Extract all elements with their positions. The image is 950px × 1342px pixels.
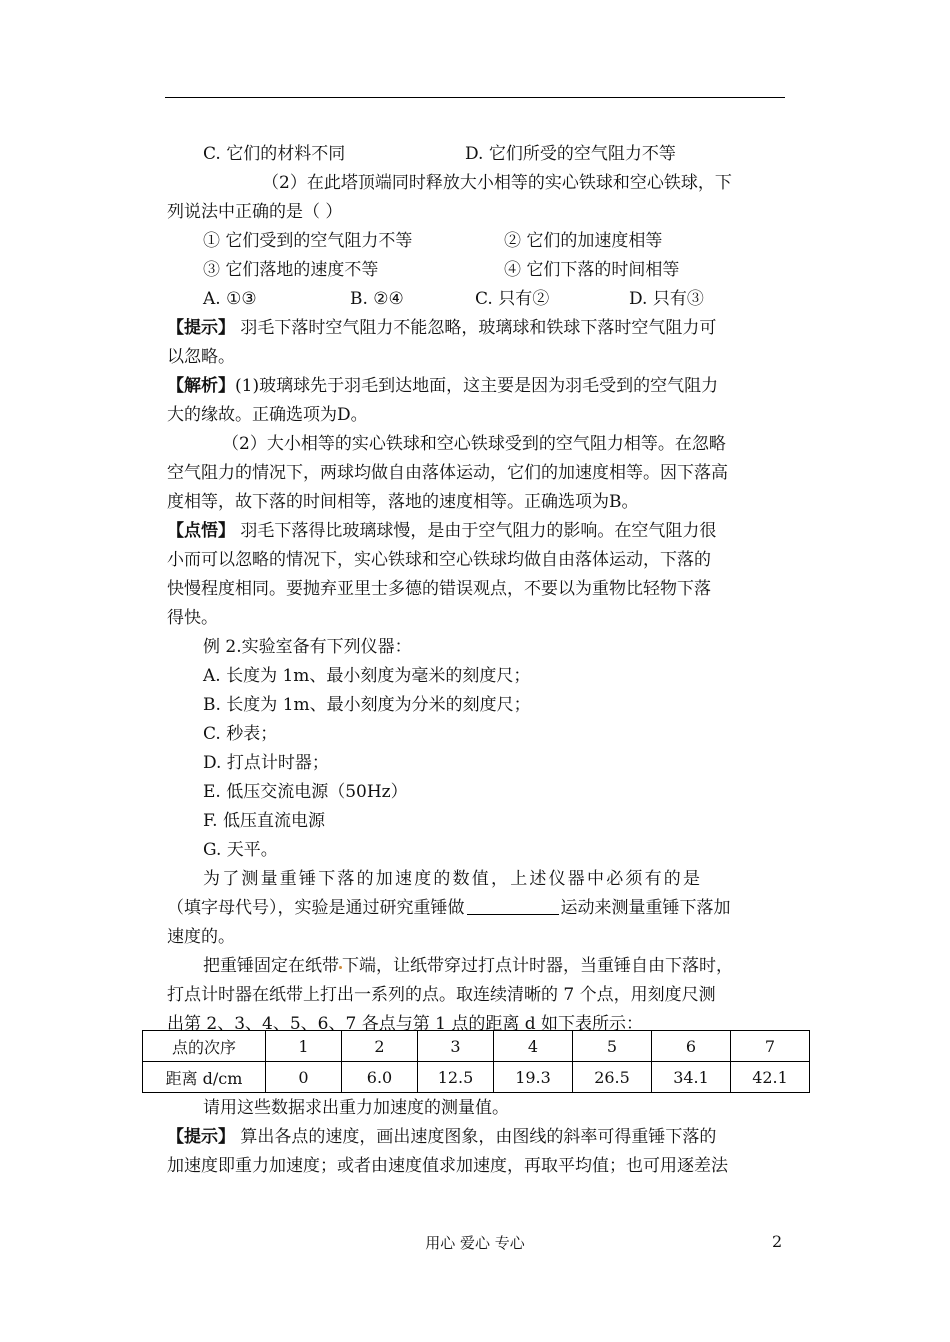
insight-label: 【点悟】 (167, 521, 235, 541)
example2-question-line1: 为了测量重锤下落的加速度的数值，上述仪器中必须有的是 (203, 869, 703, 889)
q2-option-b: B. ②④ (350, 289, 404, 309)
table-cell: 6.0 (342, 1062, 418, 1093)
analysis-text1: (1)玻璃球先于羽毛到达地面，这主要是因为羽毛受到的空气阻力 (235, 376, 719, 396)
q2-option-d: D. 只有③ (629, 289, 704, 309)
q2-statement-3: ③ 它们落地的速度不等 (203, 260, 379, 280)
insight-line4: 得快。 (167, 608, 218, 628)
q1-option-c: C. 它们的材料不同 (203, 144, 346, 164)
table-cell: 34.1 (652, 1062, 731, 1093)
table-cell: 1 (266, 1031, 342, 1062)
table-cell: 5 (573, 1031, 652, 1062)
procedure-text-a: 把重锤固定在纸带 (203, 956, 339, 976)
analysis-line2: 大的缘故。正确选项为D。 (167, 405, 368, 425)
instrument-e: E. 低压交流电源（50Hz） (203, 782, 408, 802)
table-row-label: 点的次序 (143, 1031, 266, 1062)
question-text-a: （填字母代号），实验是通过研究重锤做 (167, 898, 465, 918)
analysis-line5: 度相等，故下落的时间相等，落地的速度相等。正确选项为B。 (167, 492, 639, 512)
insight-line2: 小而可以忽略的情况下，实心铁球和空心铁球均做自由落体运动，下落的 (167, 550, 711, 570)
q2-stem-line2: 列说法中正确的是（ ） (167, 202, 343, 222)
hint1-line2: 以忽略。 (167, 347, 235, 367)
insight-line3: 快慢程度相同。要抛弃亚里士多德的错误观点，不要以为重物比轻物下落 (167, 579, 711, 599)
q2-stem-line1: （2）在此塔顶端同时释放大小相等的实心铁球和空心铁球，下 (262, 173, 732, 193)
procedure-line2: 打点计时器在纸带上打出一系列的点。取连续清晰的 7 个点，用刻度尺测 (167, 985, 716, 1005)
insight-line1 (167, 517, 787, 546)
table-cell: 42.1 (731, 1062, 810, 1093)
q2-statement-2: ② 它们的加速度相等 (504, 231, 663, 251)
table-cell: 2 (342, 1031, 418, 1062)
table-cell: 0 (266, 1062, 342, 1093)
table-row-distance (143, 1062, 810, 1093)
hint1-text1: 羽毛下落时空气阻力不能忽略，玻璃球和铁球下落时空气阻力可 (235, 318, 717, 338)
table-cell: 12.5 (418, 1062, 494, 1093)
example2-question-line2 (167, 894, 787, 923)
example2-ask: 请用这些数据求出重力加速度的测量值。 (203, 1098, 509, 1118)
analysis-line4: 空气阻力的情况下，两球均做自由落体运动，它们的加速度相等。因下落高 (167, 463, 728, 483)
table-cell: 4 (494, 1031, 573, 1062)
table-row-label: 距离 d/cm (143, 1062, 266, 1093)
table-cell: 6 (652, 1031, 731, 1062)
procedure-text-b: 下端，让纸带穿过打点计时器，当重锤自由下落时， (342, 956, 733, 976)
q2-option-c: C. 只有② (475, 289, 550, 309)
instrument-b: B. 长度为 1m、最小刻度为分米的刻度尺； (203, 695, 531, 715)
hint1-line1 (167, 314, 787, 343)
q2-statement-4: ④ 它们下落的时间相等 (504, 260, 680, 280)
instrument-g: G. 天平。 (203, 840, 278, 860)
table-cell: 7 (731, 1031, 810, 1062)
distance-table (142, 1030, 810, 1093)
hint2-label: 【提示】 (167, 1127, 235, 1147)
hint2-line2: 加速度即重力加速度；或者由速度值求加速度，再取平均值；也可用逐差法 (167, 1156, 728, 1176)
instrument-c: C. 秒表； (203, 724, 278, 744)
instrument-f: F. 低压直流电源 (203, 811, 325, 831)
header-rule (165, 97, 785, 98)
analysis-line1 (167, 372, 787, 401)
footer-motto: 用心 爱心 专心 (425, 1234, 525, 1252)
table-cell: 3 (418, 1031, 494, 1062)
procedure-line3: 出第 2、3、4、5、6、7 各点与第 1 点的距离 d 如下表所示： (167, 1014, 644, 1034)
q2-option-a: A. ①③ (203, 289, 257, 309)
page-number: 2 (772, 1232, 783, 1251)
table-cell: 26.5 (573, 1062, 652, 1093)
example2-intro: 例 2.实验室备有下列仪器： (203, 637, 412, 657)
hint1-label: 【提示】 (167, 318, 235, 338)
insight-text1: 羽毛下落得比玻璃球慢，是由于空气阻力的影响。在空气阻力很 (235, 521, 717, 541)
hint2-text1: 算出各点的速度，画出速度图象，由图线的斜率可得重锤下落的 (235, 1127, 717, 1147)
answer-blank[interactable] (467, 897, 559, 915)
hint2-line1 (167, 1123, 787, 1152)
table-row-order (143, 1031, 810, 1062)
q1-option-d: D. 它们所受的空气阻力不等 (465, 144, 676, 164)
question-text-b: 运动来测量重锤下落加 (560, 898, 731, 918)
analysis-label: 【解析】 (167, 376, 235, 396)
table-cell: 19.3 (494, 1062, 573, 1093)
q2-statement-1: ① 它们受到的空气阻力不等 (203, 231, 413, 251)
procedure-line1 (203, 952, 823, 981)
instrument-a: A. 长度为 1m、最小刻度为毫米的刻度尺； (203, 666, 531, 686)
example2-question-line3: 速度的。 (167, 927, 235, 947)
instrument-d: D. 打点计时器； (203, 753, 329, 773)
analysis-line3: （2）大小相等的实心铁球和空心铁球受到的空气阻力相等。在忽略 (222, 434, 726, 454)
